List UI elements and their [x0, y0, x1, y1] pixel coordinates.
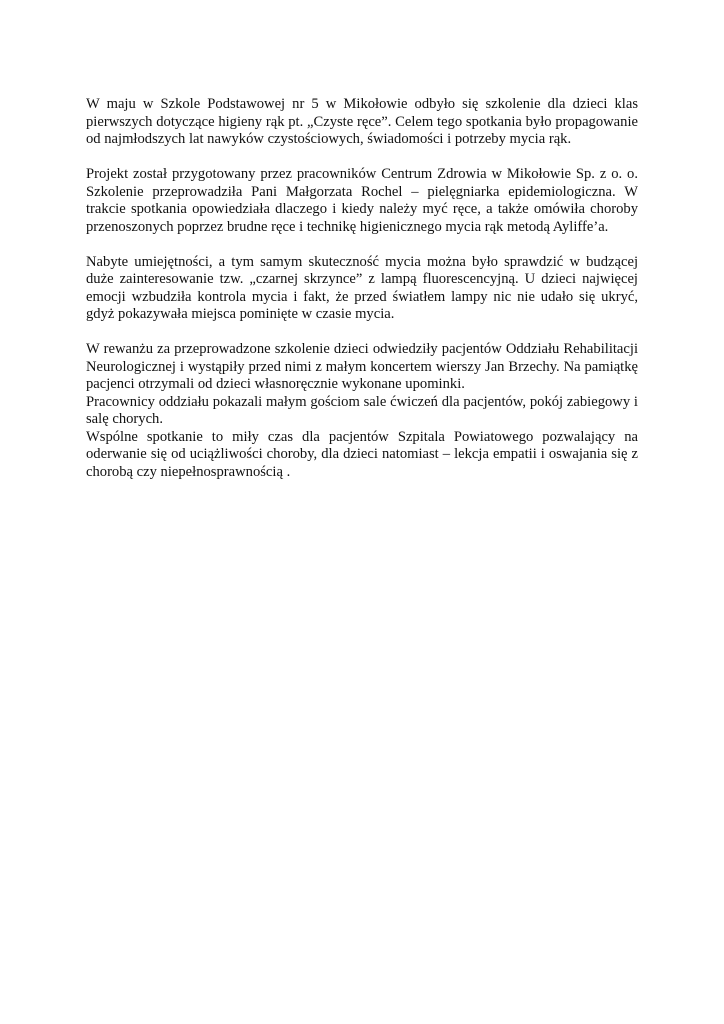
- document-page: [86, 96, 638, 481]
- text-line: gdyż pokazywała miejsca pominięte w czasie mycia.: [86, 306, 395, 322]
- text-line: Wspólne spotkanie to miły czas dla pacjentów Szpitala Powiatowego pozwalający na: [86, 428, 638, 445]
- text-line: duże zainteresowanie tzw. „czarnej skrzynce” z lampą fluorescencyjną. U dzieci najwięcej: [86, 271, 638, 287]
- text-line: chorobą czy niepełnosprawnością .: [86, 463, 291, 480]
- paragraph-closing: [86, 429, 638, 482]
- paragraph-skills-check: [86, 254, 638, 324]
- text-line: oderwanie się od uciążliwości choroby, dla dzieci natomiast – lekcja empatii i oswajania się z: [86, 446, 638, 462]
- paragraph-project-description: [86, 166, 638, 236]
- text-line: Szkolenie przeprowadziła Pani Małgorzata Rochel – pielęgniarka epidemiologiczna. W: [86, 183, 638, 200]
- text-line: pacjenci otrzymali od dzieci własnoręcznie wykonane upominki.: [86, 376, 465, 392]
- text-line: przenoszonych poprzez brudne ręce i technikę higienicznego mycia rąk metodą Ayliffe’a.: [86, 218, 609, 235]
- text-line: Projekt został przygotowany przez pracowników Centrum Zdrowia w Mikołowie Sp. z o. o.: [86, 166, 638, 182]
- text-line: salę chorych.: [86, 411, 163, 427]
- text-line: emocji wzbudziła kontrola mycia i fakt, że przed światłem lampy nic nie udało się ukryć,: [86, 288, 638, 305]
- text-line: Pracownicy oddziału pokazali małym gościom sale ćwiczeń dla pacjentów, pokój zabiegowy i: [86, 393, 638, 410]
- text-line: trakcie spotkania opowiedziała dlaczego i kiedy należy myć ręce, a także omówiła choroby: [86, 201, 638, 217]
- text-line: W maju w Szkole Podstawowej nr 5 w Mikołowie odbyło się szkolenie dla dzieci klas: [86, 96, 638, 112]
- text-line: od najmłodszych lat nawyków czystościowych, świadomości i potrzeby mycia rąk.: [86, 131, 572, 147]
- text-line: W rewanżu za przeprowadzone szkolenie dzieci odwiedziły pacjentów Oddziału Rehabilitacji: [86, 341, 638, 357]
- text-line: Neurologicznej i wystąpiły przed nimi z małym koncertem wierszy Jan Brzechy. Na pamiątkę: [86, 358, 638, 375]
- paragraph-training-intro: [86, 96, 638, 149]
- text-line: pierwszych dotyczące higieny rąk pt. „Czyste ręce”. Celem tego spotkania było propagowanie: [86, 113, 638, 130]
- paragraph-ward-tour: [86, 394, 638, 429]
- text-line: Nabyte umiejętności, a tym samym skuteczność mycia można było sprawdzić w budzącej: [86, 253, 638, 270]
- paragraph-hospital-visit: [86, 341, 638, 394]
